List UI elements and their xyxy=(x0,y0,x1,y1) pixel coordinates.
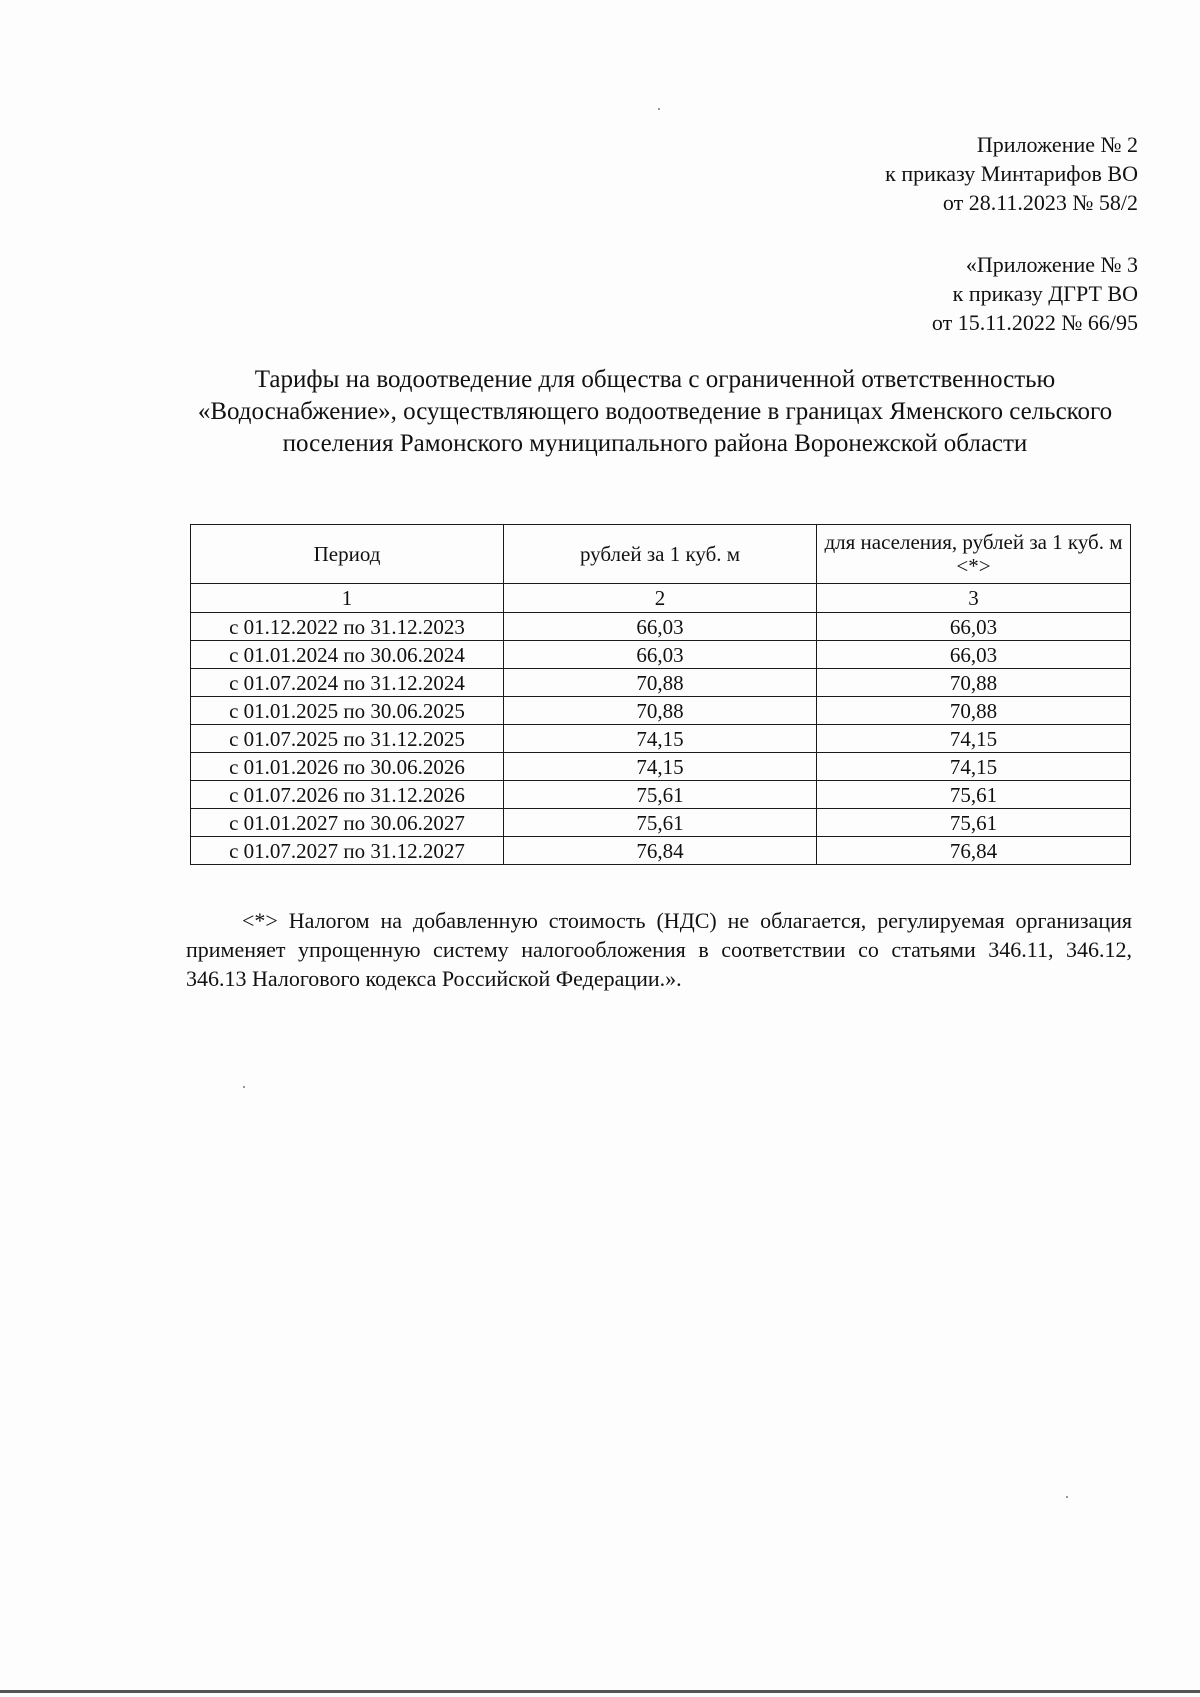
cell-rate-population: 70,88 xyxy=(817,697,1131,725)
cell-rate-population: 74,15 xyxy=(817,725,1131,753)
table-body xyxy=(191,613,1131,865)
table-row xyxy=(191,725,1131,753)
cell-rate: 66,03 xyxy=(504,641,817,669)
header-rate: рублей за 1 куб. м xyxy=(504,525,817,584)
header-rate-population: для населения, рублей за 1 куб. м <*> xyxy=(817,525,1131,584)
appendix-order-date: от 28.11.2023 № 58/2 xyxy=(942,190,1138,215)
scan-speck xyxy=(658,108,660,110)
appendix-header-current xyxy=(885,130,1138,217)
cell-rate: 74,15 xyxy=(504,753,817,781)
column-number: 3 xyxy=(817,584,1131,613)
table-row xyxy=(191,837,1131,865)
cell-rate-population: 76,84 xyxy=(817,837,1131,865)
cell-rate: 70,88 xyxy=(504,697,817,725)
cell-period: с 01.01.2026 по 30.06.2026 xyxy=(191,753,504,781)
table-row xyxy=(191,613,1131,641)
cell-period: с 01.07.2025 по 31.12.2025 xyxy=(191,725,504,753)
cell-rate: 74,15 xyxy=(504,725,817,753)
cell-period: с 01.01.2027 по 30.06.2027 xyxy=(191,809,504,837)
prev-appendix-order-ref: к приказу ДГРТ ВО xyxy=(952,281,1138,306)
cell-period: с 01.01.2024 по 30.06.2024 xyxy=(191,641,504,669)
cell-rate-population: 66,03 xyxy=(817,613,1131,641)
column-number: 1 xyxy=(191,584,504,613)
scan-speck xyxy=(243,1086,245,1088)
cell-period: с 01.07.2026 по 31.12.2026 xyxy=(191,781,504,809)
cell-period: с 01.07.2024 по 31.12.2024 xyxy=(191,669,504,697)
cell-rate-population: 74,15 xyxy=(817,753,1131,781)
table-row xyxy=(191,753,1131,781)
cell-rate-population: 75,61 xyxy=(817,781,1131,809)
scan-edge-line xyxy=(0,1690,1200,1693)
appendix-order-ref: к приказу Минтарифов ВО xyxy=(885,161,1138,186)
scan-speck xyxy=(1066,1496,1068,1498)
cell-period: с 01.01.2025 по 30.06.2025 xyxy=(191,697,504,725)
table-row xyxy=(191,697,1131,725)
table-row xyxy=(191,781,1131,809)
cell-rate: 66,03 xyxy=(504,613,817,641)
column-number: 2 xyxy=(504,584,817,613)
tariffs-table xyxy=(190,524,1131,865)
prev-appendix-number: «Приложение № 3 xyxy=(965,252,1138,277)
cell-rate: 75,61 xyxy=(504,809,817,837)
cell-rate: 75,61 xyxy=(504,781,817,809)
cell-rate-population: 66,03 xyxy=(817,641,1131,669)
prev-appendix-order-date: от 15.11.2022 № 66/95 xyxy=(931,310,1138,335)
cell-period: с 01.12.2022 по 31.12.2023 xyxy=(191,613,504,641)
table-row xyxy=(191,809,1131,837)
footnote: <*> Налогом на добавленную стоимость (НДС) не облагается, регулируемая организация применяет упрощенную систему налогообложения в соответствии со статьями 346.11, 346.12, 346.13 Налогового кодекса Российской Федерации.». xyxy=(186,908,1132,991)
appendix-header-previous xyxy=(932,250,1138,337)
table-header-row xyxy=(191,525,1131,584)
appendix-number: Приложение № 2 xyxy=(976,132,1138,157)
document-title: Тарифы на водоотведение для общества с ограниченной ответственностью «Водоснабжение», осуществляющего водоотведение в границах Яменского сельского поселения Рамонского муниципального района Воронежской области xyxy=(197,366,1113,457)
cell-rate: 76,84 xyxy=(504,837,817,865)
table-row xyxy=(191,669,1131,697)
cell-rate: 70,88 xyxy=(504,669,817,697)
table-column-numbers-row xyxy=(191,584,1131,613)
cell-rate-population: 75,61 xyxy=(817,809,1131,837)
cell-rate-population: 70,88 xyxy=(817,669,1131,697)
header-period: Период xyxy=(191,525,504,584)
table-row xyxy=(191,641,1131,669)
cell-period: с 01.07.2027 по 31.12.2027 xyxy=(191,837,504,865)
